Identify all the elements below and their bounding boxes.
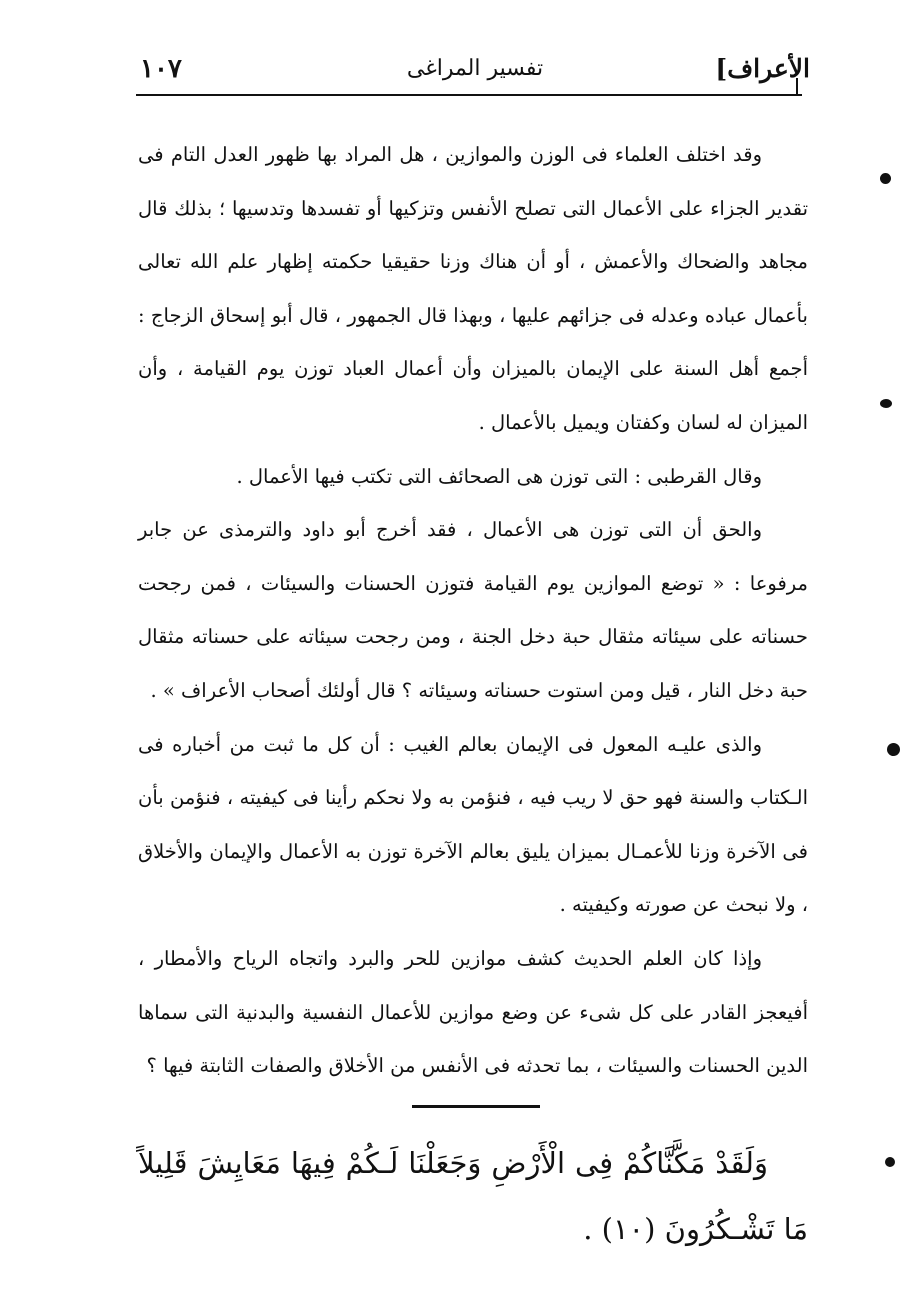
section-separator xyxy=(412,1105,540,1108)
commentary-text xyxy=(138,128,808,1093)
paragraph: والحق أن التى توزن هى الأعمال ، فقد أخرج أبو داود والترمذى عن جابر مرفوعا : « توضع الموازين يوم القيامة فتوزن الحسنات والسيئات ، فمن رجحت حسناته على سيئاته مثقال حبة دخل الجنة ، ومن رجحت سيئاته على حسناته مثقال حبة دخل النار ، قيل ومن استوت حسناته وسيئاته ؟ قال أولئك أصحاب الأعراف » . xyxy=(138,518,808,702)
verse-text: وَلَقَدْ مَكَّنَّاكُمْ فِى الْأَرْضِ وَجَعَلْنَا لَـكُمْ فِيهَا مَعَايِشَ قَلِيلاً مَا تَشْـكُرُونَ (١٠) . xyxy=(138,1146,808,1246)
ink-blot-mark xyxy=(887,743,900,756)
ink-blot-mark xyxy=(880,173,891,184)
ink-blot-mark xyxy=(885,1157,895,1167)
paragraph: والذى عليـه المعول فى الإيمان بعالم الغيب : أن كل ما ثبت من أخباره فى الـكتاب والسنة فهو حق لا ريب فيه ، فنؤمن به ولا نحكم رأينا فى كيفيته ، فنؤمن بأن فى الآخرة وزنا للأعمـال بميزان يليق بعالم الآخرة توزن به الأعمال والإيمان والأخلاق ، ولا نبحث عن صورته وكيفيته . xyxy=(138,732,808,917)
quran-verse xyxy=(138,1130,808,1262)
page-number: ١٠٧ xyxy=(140,54,182,84)
paragraph: وإذا كان العلم الحديث كشف موازين للحر والبرد واتجاه الرياح والأمطار ، أفيعجز القادر على كل شىء عن وضع موازين للأعمال النفسية والبدنية التى سماها الدين الحسنات والسيئات ، بما تحدثه فى الأنفس من الأخلاق والصفات الثابتة فيها ؟ xyxy=(138,946,808,1078)
paragraph: وقد اختلف العلماء فى الوزن والموازين ، هل المراد بها ظهور العدل التام فى تقدير الجزاء على الأعمال التى تصلح الأنفس وتزكيها أو تفسدها وتدسيها ؛ بذلك قال مجاهد والضحاك والأعمش ، أو أن هناك وزنا حقيقيا حكمته إظهار علم الله تعالى بأعمال عباده وعدله فى جزائهم عليها ، وبهذا قال الجمهور ، قال أبو إسحاق الزجاج : أجمع أهل السنة على الإيمان بالميزان وأن أعمال العباد توزن يوم القيامة ، وأن الميزان له لسان وكفتان ويميل بالأعمال . xyxy=(138,143,808,434)
header-bracket-tick xyxy=(796,78,798,96)
paragraph: وقال القرطبى : التى توزن هى الصحائف التى تكتب فيها الأعمال . xyxy=(236,464,762,488)
header-rule xyxy=(136,94,802,96)
ink-blot-mark xyxy=(880,399,892,408)
page-header xyxy=(140,50,810,92)
surah-name: الأعراف] xyxy=(715,54,810,83)
book-title: تفسير المراغى xyxy=(406,56,544,81)
